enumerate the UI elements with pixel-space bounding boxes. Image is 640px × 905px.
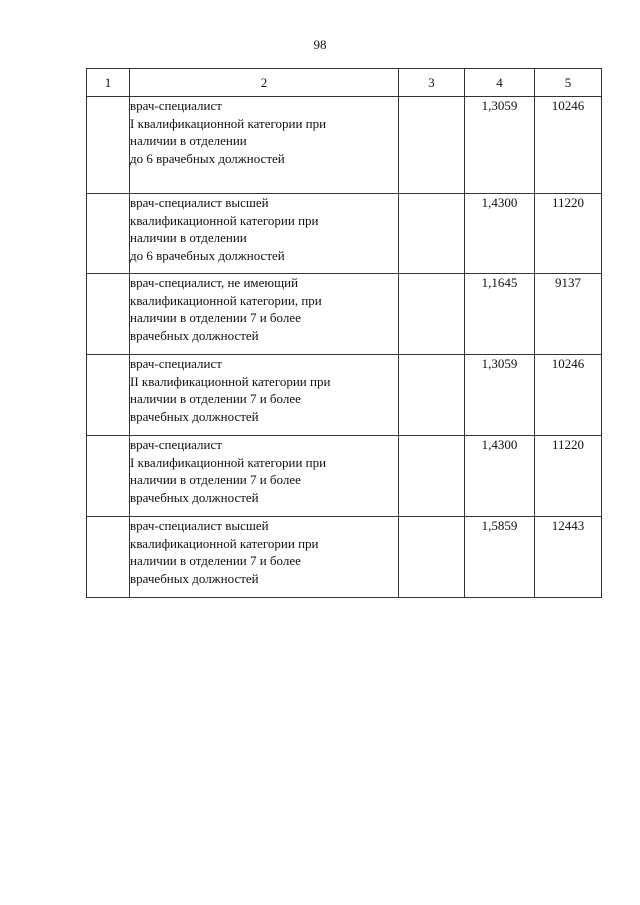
column-header-5: 5 [535,69,602,97]
position-description [130,274,399,355]
page-number: 98 [313,37,327,52]
cell-col3 [399,355,465,436]
description-line: наличии в отделении [130,230,247,245]
coefficient-cell: 1,3059 [465,355,535,436]
salary-cell: 10246 [535,355,602,436]
description-line: врачебных должностей [130,408,259,424]
salary-cell: 9137 [535,274,602,355]
description-line: наличии в отделении 7 и более [130,553,301,568]
description-line: до 6 врачебных должностей [130,150,285,166]
salary-cell: 12443 [535,517,602,598]
description-line: врач-специалист [130,356,222,371]
cell-col3 [399,517,465,598]
position-description [130,194,399,274]
coefficient-cell: 1,5859 [465,517,535,598]
salary-cell: 11220 [535,436,602,517]
column-header-3: 3 [399,69,465,97]
cell-col3 [399,97,465,194]
cell-col3 [399,436,465,517]
cell-col1 [87,194,130,274]
coefficient-cell: 1,1645 [465,274,535,355]
column-header-4: 4 [465,69,535,97]
description-line: врач-специалист высшей [130,195,269,210]
description-line: квалификационной категории при [130,535,319,551]
description-line: врачебных должностей [130,489,259,505]
coefficient-cell: 1,4300 [465,194,535,274]
cell-col1 [87,355,130,436]
description-line: наличии в отделении 7 и более [130,472,301,487]
table-row [87,274,602,355]
description-line: врач-специалист [130,98,222,113]
description-line: врачебных должностей [130,570,259,586]
description-line: квалификационной категории при [130,212,319,228]
column-header-2: 2 [130,69,399,97]
description-line: врач-специалист высшей [130,518,269,533]
description-line: квалификационной категории, при [130,292,322,308]
column-header-1: 1 [87,69,130,97]
table-row [87,517,602,598]
description-line: наличии в отделении 7 и более [130,310,301,325]
description-line: наличии в отделении [130,133,247,148]
description-line: до 6 врачебных должностей [130,247,285,263]
description-line: врач-специалист [130,437,222,452]
salary-cell: 10246 [535,97,602,194]
table-row [87,355,602,436]
description-line: наличии в отделении 7 и более [130,391,301,406]
cell-col1 [87,517,130,598]
cell-col1 [87,274,130,355]
description-line: I квалификационной категории при [130,454,327,470]
cell-col1 [87,436,130,517]
coefficient-cell: 1,4300 [465,436,535,517]
description-line: I квалификационной категории при [130,115,327,131]
table-header-row [87,69,602,97]
table-row [87,97,602,194]
description-line: II квалификационной категории при [130,373,331,389]
cell-col1 [87,97,130,194]
table-row [87,436,602,517]
cell-col3 [399,274,465,355]
position-description [130,517,399,598]
position-description [130,436,399,517]
position-description [130,355,399,436]
coefficient-cell: 1,3059 [465,97,535,194]
description-line: врачебных должностей [130,327,259,343]
position-description [130,97,399,194]
table-row [87,194,602,274]
cell-col3 [399,194,465,274]
description-line: врач-специалист, не имеющий [130,275,299,290]
salary-table [86,68,602,598]
salary-cell: 11220 [535,194,602,274]
